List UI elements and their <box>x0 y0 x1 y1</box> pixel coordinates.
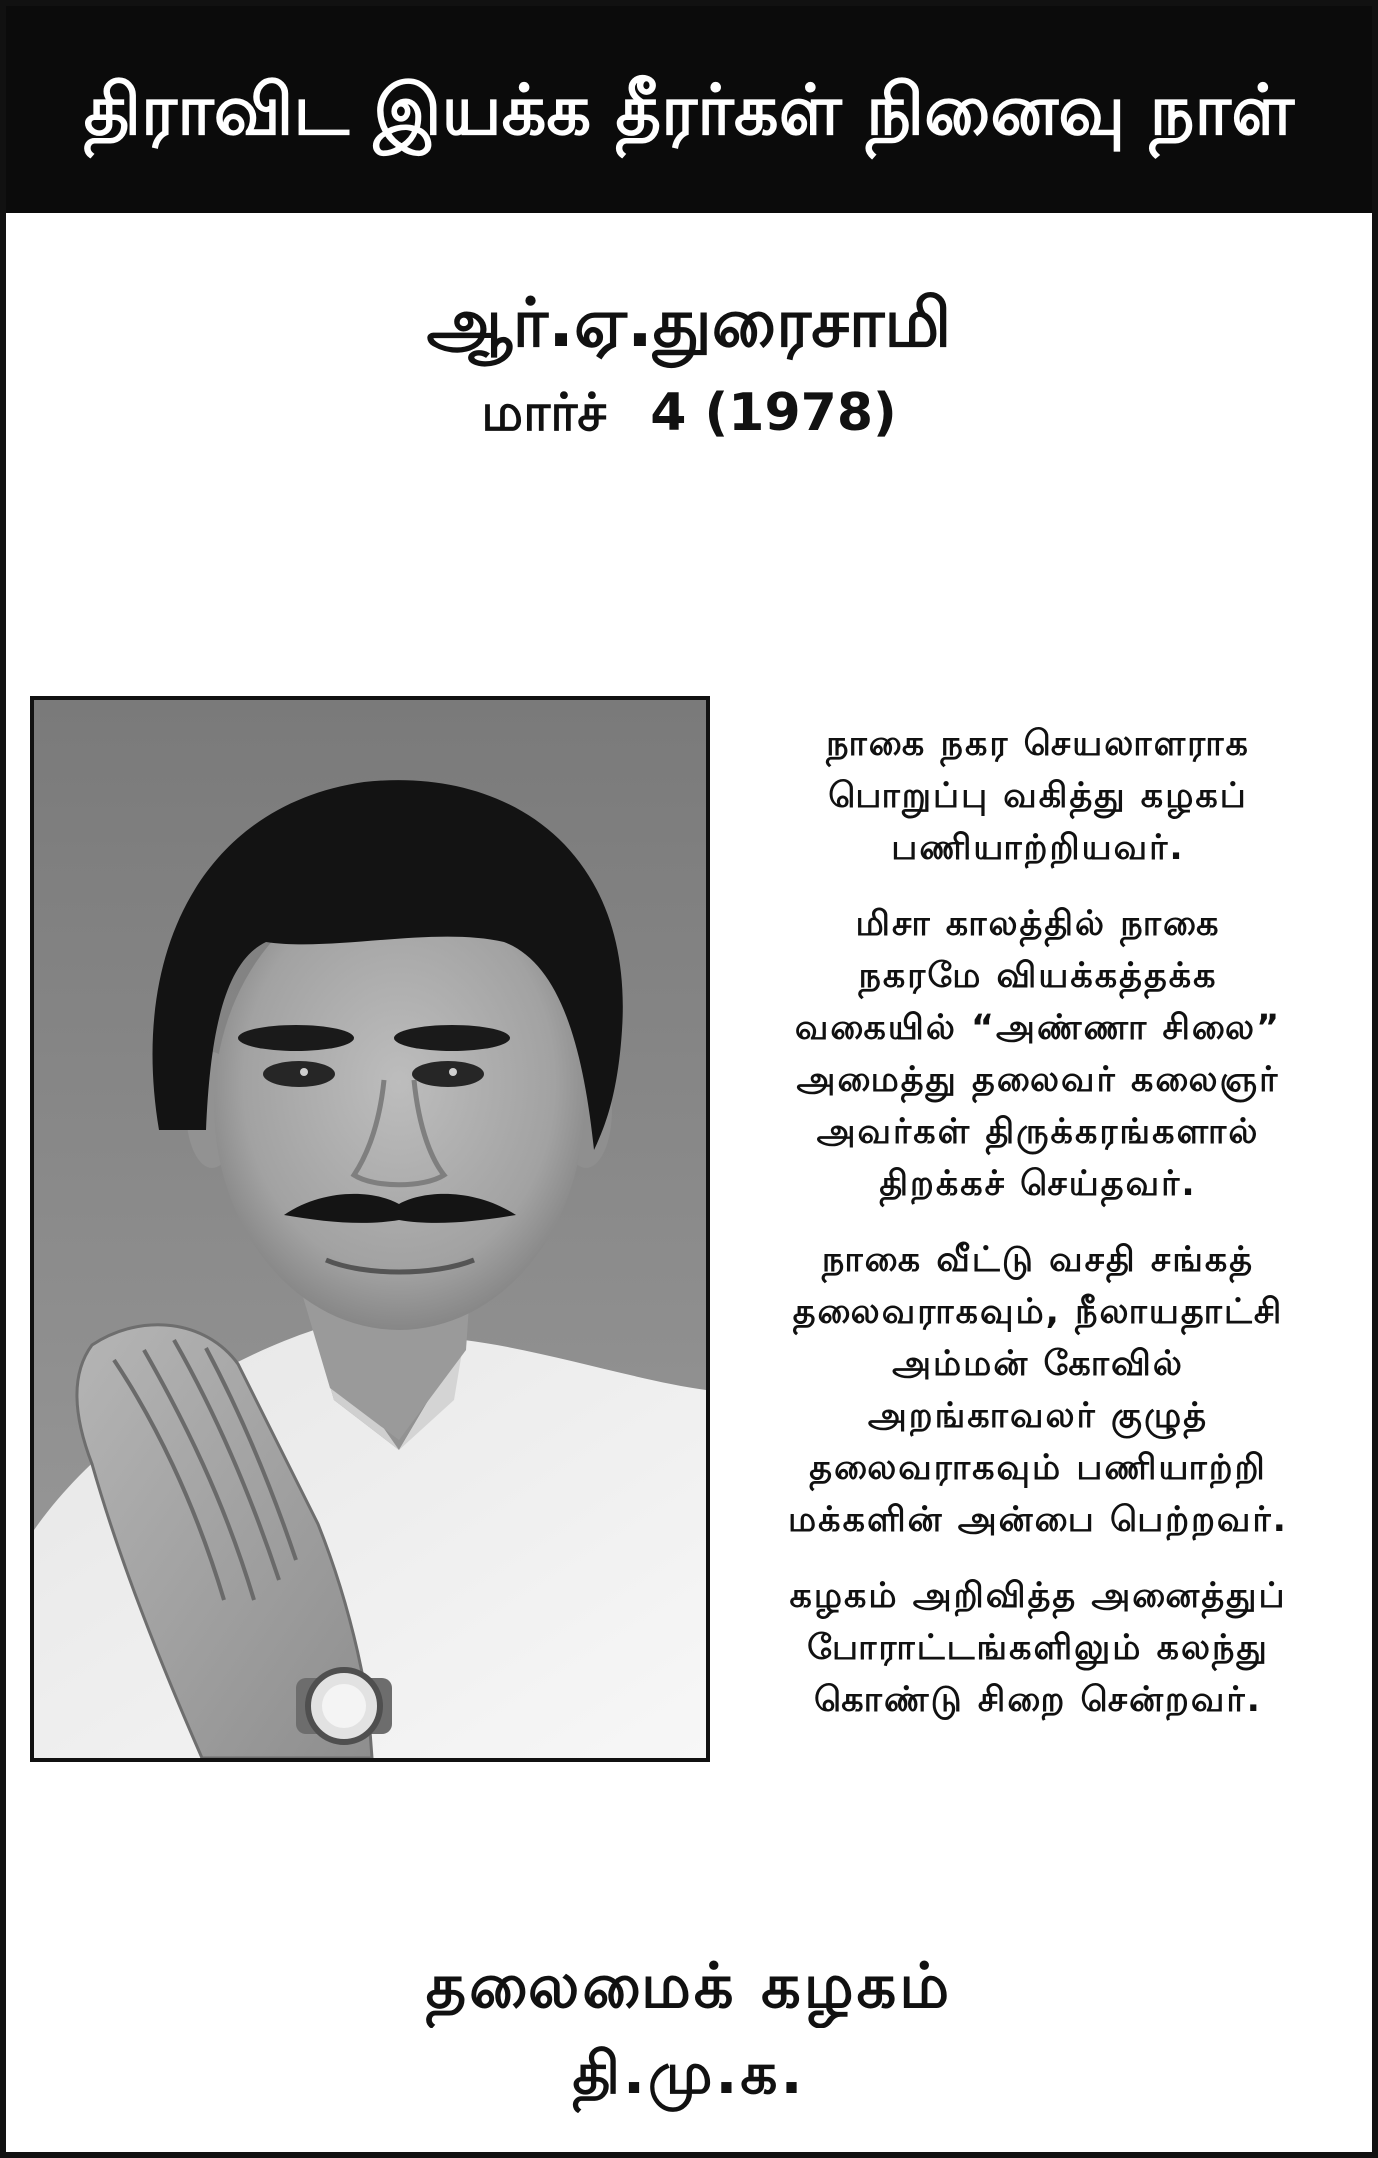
biography-line: பொறுப்பு வகித்து கழகப் <box>828 776 1248 816</box>
biography-paragraph <box>728 1570 1348 1726</box>
footer-organization: தலைமைக் கழகம் <box>425 1949 953 2022</box>
footer-party-name: தி.மு.க. <box>572 2039 806 2107</box>
portrait-eye-highlight-right <box>449 1068 457 1076</box>
date-value: 4 (1978) <box>650 383 897 443</box>
portrait-eye-right <box>412 1061 484 1087</box>
biography-paragraph <box>728 898 1348 1210</box>
biography-line: அறங்காவலர் குழுத் <box>867 1396 1209 1436</box>
memorial-date <box>39 378 1339 448</box>
biography-line: மிசா காலத்தில் நாகை <box>855 904 1221 944</box>
biography-line: நாகை நகர செயலாளராக <box>826 724 1250 764</box>
portrait-photo <box>30 696 710 1762</box>
biography-line: பணியாற்றியவர். <box>891 828 1185 868</box>
portrait-eye-highlight-left <box>300 1068 308 1076</box>
biography-line: போராட்டங்களிலும் கலந்து <box>807 1628 1269 1668</box>
biography-line: தலைவராகவும் பணியாற்றி <box>809 1448 1267 1488</box>
portrait-image <box>34 700 706 1758</box>
biography-text <box>728 718 1348 1726</box>
biography-line: நாகை வீட்டு வசதி சங்கத் <box>821 1240 1255 1280</box>
biography-line: திறக்கச் செய்தவர். <box>879 1164 1197 1204</box>
biography-line: அம்மன் கோவில் <box>892 1344 1184 1384</box>
biography-line: கழகம் அறிவித்த அனைத்துப் <box>789 1576 1287 1616</box>
biography-line: கொண்டு சிறை சென்றவர். <box>814 1680 1262 1720</box>
date-month: மார்ச் <box>481 383 607 443</box>
portrait-wristwatch <box>296 1670 392 1742</box>
biography-line: அமைத்து தலைவர் கலைஞர் <box>796 1060 1280 1100</box>
portrait-eyebrow-left <box>238 1025 354 1051</box>
biography-paragraph <box>728 1234 1348 1546</box>
biography-line: தலைவராகவும், நீலாயதாட்சி <box>792 1292 1284 1332</box>
header-band <box>6 6 1372 213</box>
biography-paragraph <box>728 718 1348 874</box>
biography-line: அவர்கள் திருக்கரங்களால் <box>816 1112 1260 1152</box>
header-title: திராவிட இயக்க தீரர்கள் நினைவு நாள் <box>83 68 1295 151</box>
biography-line: மக்களின் அன்பை பெற்றவர். <box>788 1500 1288 1540</box>
portrait-eyebrow-right <box>394 1025 510 1051</box>
portrait-eye-left <box>263 1061 335 1087</box>
person-name: ஆர்.ஏ.துரைசாமி <box>426 284 952 363</box>
biography-line: நகரமே வியக்கத்தக்க <box>858 956 1218 996</box>
biography-line: வகையில் “அண்ணா சிலை” <box>794 1008 1282 1048</box>
